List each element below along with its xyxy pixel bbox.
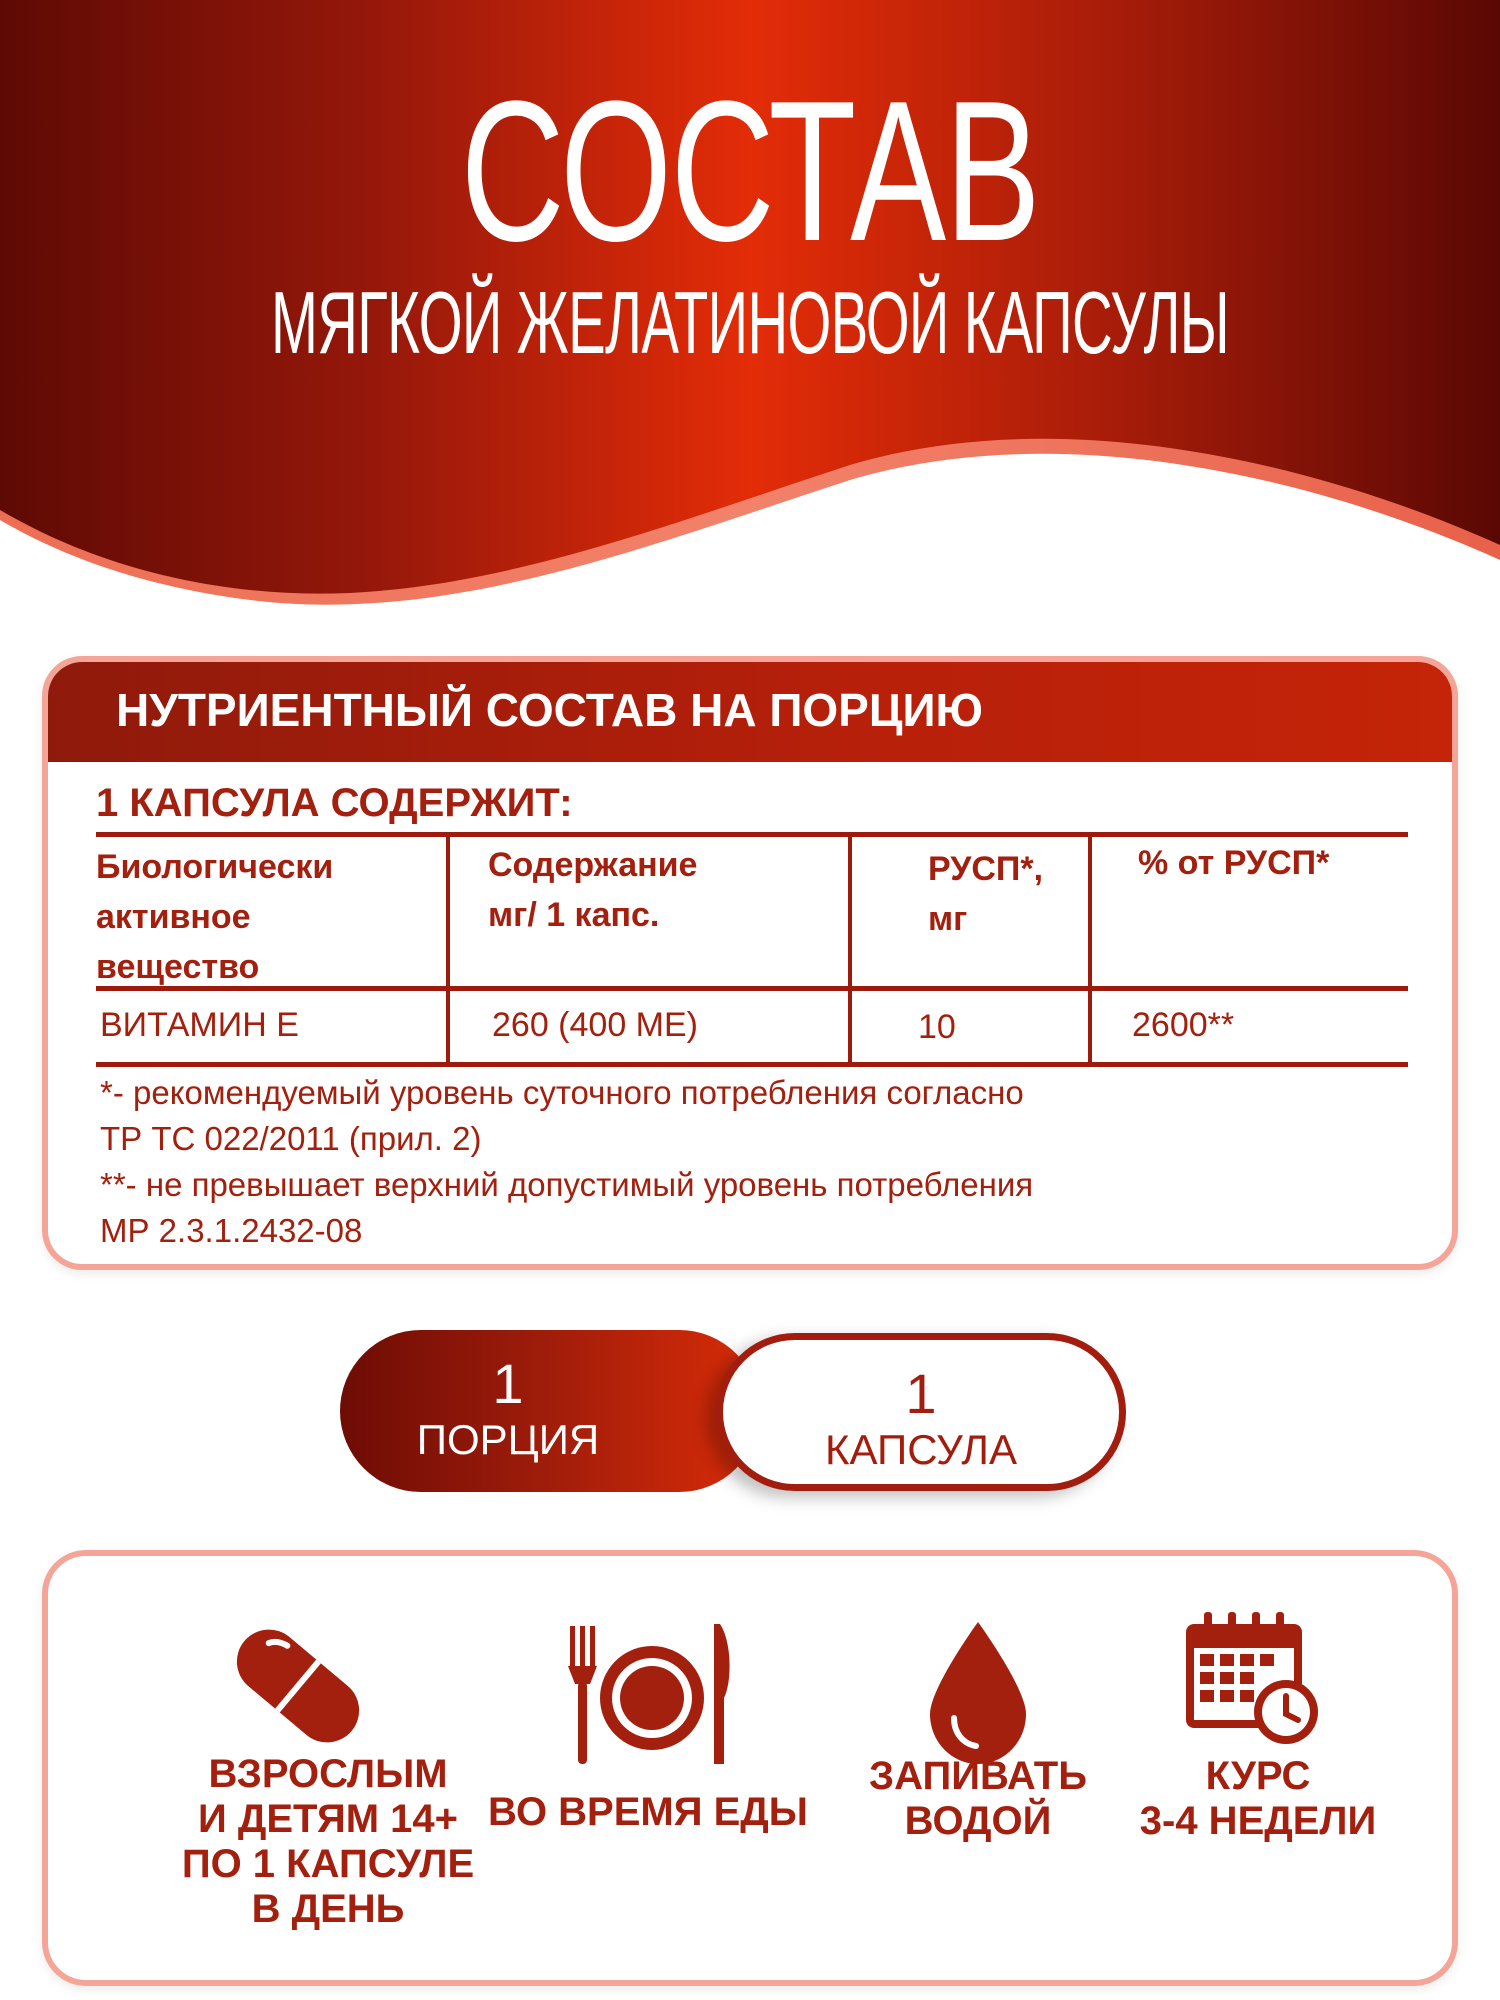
table-bottom-rule bbox=[96, 1062, 1408, 1067]
usage-with-water-text: ЗАПИВАТЬ ВОДОЙ bbox=[869, 1754, 1087, 1843]
usage-panel bbox=[42, 1550, 1458, 1986]
nutrient-panel-header bbox=[48, 662, 1452, 762]
footnote-upper-limit: **- не превышает верхний допустимый уровень потребления bbox=[100, 1166, 1034, 1203]
capsule-label: КАПСУЛА bbox=[825, 1426, 1017, 1473]
column-header-rusp: РУСП*, мг bbox=[928, 850, 1044, 938]
column-header-content: Содержание мг/ 1 капс. bbox=[488, 846, 698, 934]
capsule-contains-title: 1 КАПСУЛА СОДЕРЖИТ: bbox=[96, 781, 573, 825]
table-col-divider bbox=[848, 832, 852, 1067]
page-subtitle: МЯГКОЙ ЖЕЛАТИНОВОЙ КАПСУЛЫ bbox=[271, 273, 1229, 372]
usage-course-text: КУРС 3-4 НЕДЕЛИ bbox=[1139, 1754, 1377, 1843]
hero-banner bbox=[0, 0, 1500, 660]
table-cell-substance: ВИТАМИН Е bbox=[100, 1006, 299, 1044]
portion-label: ПОРЦИЯ bbox=[416, 1416, 600, 1463]
water-drop-icon bbox=[918, 1618, 1038, 1768]
column-header-percent-rusp: % от РУСП* bbox=[1138, 844, 1330, 882]
footnote-upper-limit-source: МР 2.3.1.2432-08 bbox=[100, 1212, 363, 1249]
nutrient-panel-title: НУТРИЕНТНЫЙ СОСТАВ НА ПОРЦИЮ bbox=[116, 684, 983, 736]
table-top-rule bbox=[96, 832, 1408, 837]
column-header-substance: Биологически активное вещество bbox=[96, 848, 334, 986]
table-cell-rusp: 10 bbox=[918, 1008, 956, 1046]
usage-dosage-text: ВЗРОСЛЫМ И ДЕТЯМ 14+ ПО 1 КАПСУЛЕ В ДЕНЬ bbox=[181, 1752, 475, 1931]
footnote-rusp: *- рекомендуемый уровень суточного потребления согласно bbox=[100, 1074, 1024, 1111]
table-col-divider bbox=[446, 832, 450, 1067]
portion-count: 1 bbox=[492, 1352, 524, 1415]
serving-portion-badge bbox=[340, 1330, 760, 1492]
serving-capsule-badge bbox=[716, 1333, 1126, 1491]
page-title: СОСТАВ bbox=[460, 60, 1040, 283]
footnote-rusp-source: ТР ТС 022/2011 (прил. 2) bbox=[100, 1120, 482, 1157]
capsule-icon bbox=[218, 1606, 378, 1766]
calendar-clock-icon bbox=[1182, 1610, 1322, 1750]
table-cell-percent: 2600** bbox=[1132, 1006, 1235, 1044]
usage-with-meal-text: ВО ВРЕМЯ ЕДЫ bbox=[488, 1790, 808, 1834]
capsule-count: 1 bbox=[905, 1362, 937, 1425]
nutrient-panel bbox=[42, 656, 1458, 1270]
table-col-divider bbox=[1088, 832, 1092, 1067]
plate-cutlery-icon bbox=[560, 1622, 740, 1772]
table-cell-content: 260 (400 МЕ) bbox=[492, 1006, 698, 1044]
